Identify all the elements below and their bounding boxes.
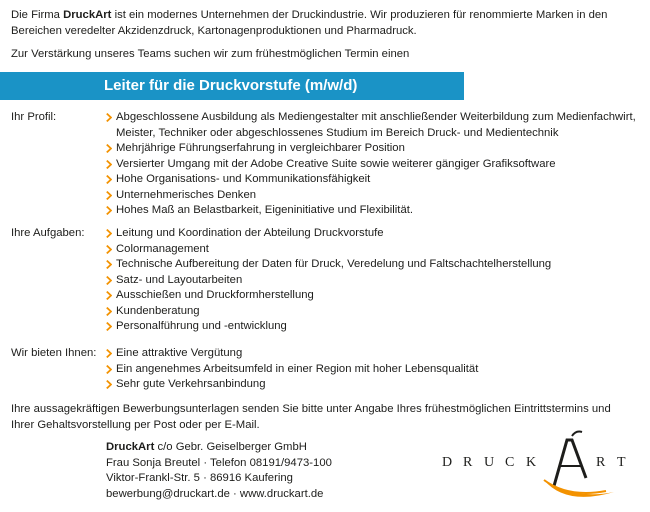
contact-block	[106, 440, 366, 502]
chevron-right-icon	[106, 191, 112, 200]
list-item	[106, 319, 644, 335]
chevron-right-icon	[106, 113, 112, 122]
chevron-right-icon	[106, 160, 112, 169]
list-item	[106, 257, 644, 273]
chevron-right-icon	[106, 206, 112, 215]
intro-paragraph	[11, 8, 641, 39]
list-item	[106, 273, 644, 289]
svg-text:C: C	[505, 455, 516, 470]
list-item	[106, 362, 644, 378]
list-item	[106, 157, 644, 173]
list-item	[106, 377, 644, 393]
list-item-text: Ein angenehmes Arbeitsumfeld in einer Region mit hoher Lebensqualität	[116, 362, 479, 375]
chevron-right-icon	[106, 144, 112, 153]
job-title: Leiter für die Druckvorstufe (m/w/d)	[104, 77, 358, 94]
tasks-list	[106, 226, 644, 335]
chevron-right-icon	[106, 380, 112, 389]
list-item	[106, 242, 644, 258]
svg-text:K: K	[526, 455, 538, 470]
list-item-text: Ausschießen und Druckformherstellung	[116, 289, 314, 301]
chevron-right-icon	[106, 349, 112, 358]
chevron-right-icon	[106, 260, 112, 269]
chevron-right-icon	[106, 291, 112, 300]
list-item	[106, 304, 644, 320]
intro-search-text: Zur Verstärkung unseres Teams suchen wir zum frühestmöglichen Termin einen	[11, 48, 410, 60]
list-item-text: Technische Aufbereitung der Daten für Druck, Veredelung und Faltschachtelherstellung	[116, 258, 552, 270]
svg-text:R: R	[596, 455, 607, 470]
chevron-right-icon	[106, 175, 112, 184]
job-title-banner	[0, 72, 464, 100]
intro-prefix: Die Firma	[11, 9, 64, 21]
list-item	[106, 188, 644, 204]
list-item-text: Mehrjährige Führungserfahrung in vergleichbarer Position	[116, 142, 405, 154]
list-item	[106, 110, 644, 141]
offer-list	[106, 346, 644, 393]
contact-company-line	[106, 440, 366, 456]
list-item	[106, 288, 644, 304]
svg-text:D: D	[442, 455, 454, 470]
list-item-text: Versierter Umgang mit der Adobe Creative Suite sowie weiterer gängiger Grafiksoftware	[116, 157, 556, 170]
list-item-text: Colormanagement	[116, 242, 209, 255]
druckart-logo-graphic	[436, 428, 636, 506]
svg-text:T: T	[617, 455, 627, 470]
tasks-label: Ihre Aufgaben:	[11, 227, 85, 239]
svg-text:U: U	[484, 455, 496, 470]
closing-text: Ihre aussagekräftigen Bewerbungsunterlagen senden Sie bitte unter Angabe Ihres frühestmöglichen Eintrittstermins und Ihrer Gehaltsvorstellung per Post oder per E-Mail.	[11, 403, 611, 431]
list-item	[106, 346, 644, 362]
list-item	[106, 226, 644, 242]
chevron-right-icon	[106, 365, 112, 374]
list-item-text: Personalführung und -entwicklung	[116, 320, 287, 332]
intro	[11, 8, 641, 63]
chevron-right-icon	[106, 229, 112, 238]
contact-company: DruckArt	[106, 441, 155, 453]
contact-person: Frau Sonja Breutel · Telefon 08191/9473-100	[106, 456, 332, 469]
contact-address: Viktor-Frankl-Str. 5 · 86916 Kaufering	[106, 472, 293, 484]
list-item-text: Leitung und Koordination der Abteilung Druckvorstufe	[116, 227, 384, 239]
profile-label: Ihr Profil:	[11, 111, 57, 123]
intro-rest: ist ein modernes Unternehmen der Druckindustrie. Wir produzieren für renommierte Marken in den Bereichen veredelter Akzidenzdruck, Kartonagenproduktionen und Pharmadruck.	[11, 9, 608, 37]
profile-list	[106, 110, 644, 219]
chevron-right-icon	[106, 307, 112, 316]
list-item-text: Eine attraktive Vergütung	[116, 347, 243, 359]
druckart-logo	[436, 428, 636, 506]
list-item-text: Sehr gute Verkehrsanbindung	[116, 378, 266, 390]
contact-web[interactable]: bewerbung@druckart.de · www.druckart.de	[106, 487, 324, 500]
intro-company: DruckArt	[63, 9, 112, 21]
chevron-right-icon	[106, 276, 112, 285]
list-item	[106, 203, 644, 219]
svg-text:R: R	[463, 455, 474, 470]
list-item-text: Kundenberatung	[116, 304, 200, 317]
list-item-text: Hohes Maß an Belastbarkeit, Eigeninitiative und Flexibilität.	[116, 204, 414, 216]
list-item	[106, 141, 644, 157]
list-item-text: Unternehmerisches Denken	[116, 188, 257, 201]
chevron-right-icon	[106, 245, 112, 254]
list-item-text: Hohe Organisations- und Kommunikationsfähigkeit	[116, 173, 371, 185]
contact-company-rest: c/o Gebr. Geiselberger GmbH	[154, 441, 307, 453]
list-item-text: Satz- und Layoutarbeiten	[116, 273, 243, 286]
list-item	[106, 172, 644, 188]
chevron-right-icon	[106, 322, 112, 331]
list-item-text: Abgeschlossene Ausbildung als Mediengestalter mit anschließender Weiterbildung zum Medienfachwirt, Meister, Techniker oder abgeschlossenes Studium im Bereich Druck- und Medientechnik	[116, 111, 636, 139]
offer-label: Wir bieten Ihnen:	[11, 347, 97, 359]
